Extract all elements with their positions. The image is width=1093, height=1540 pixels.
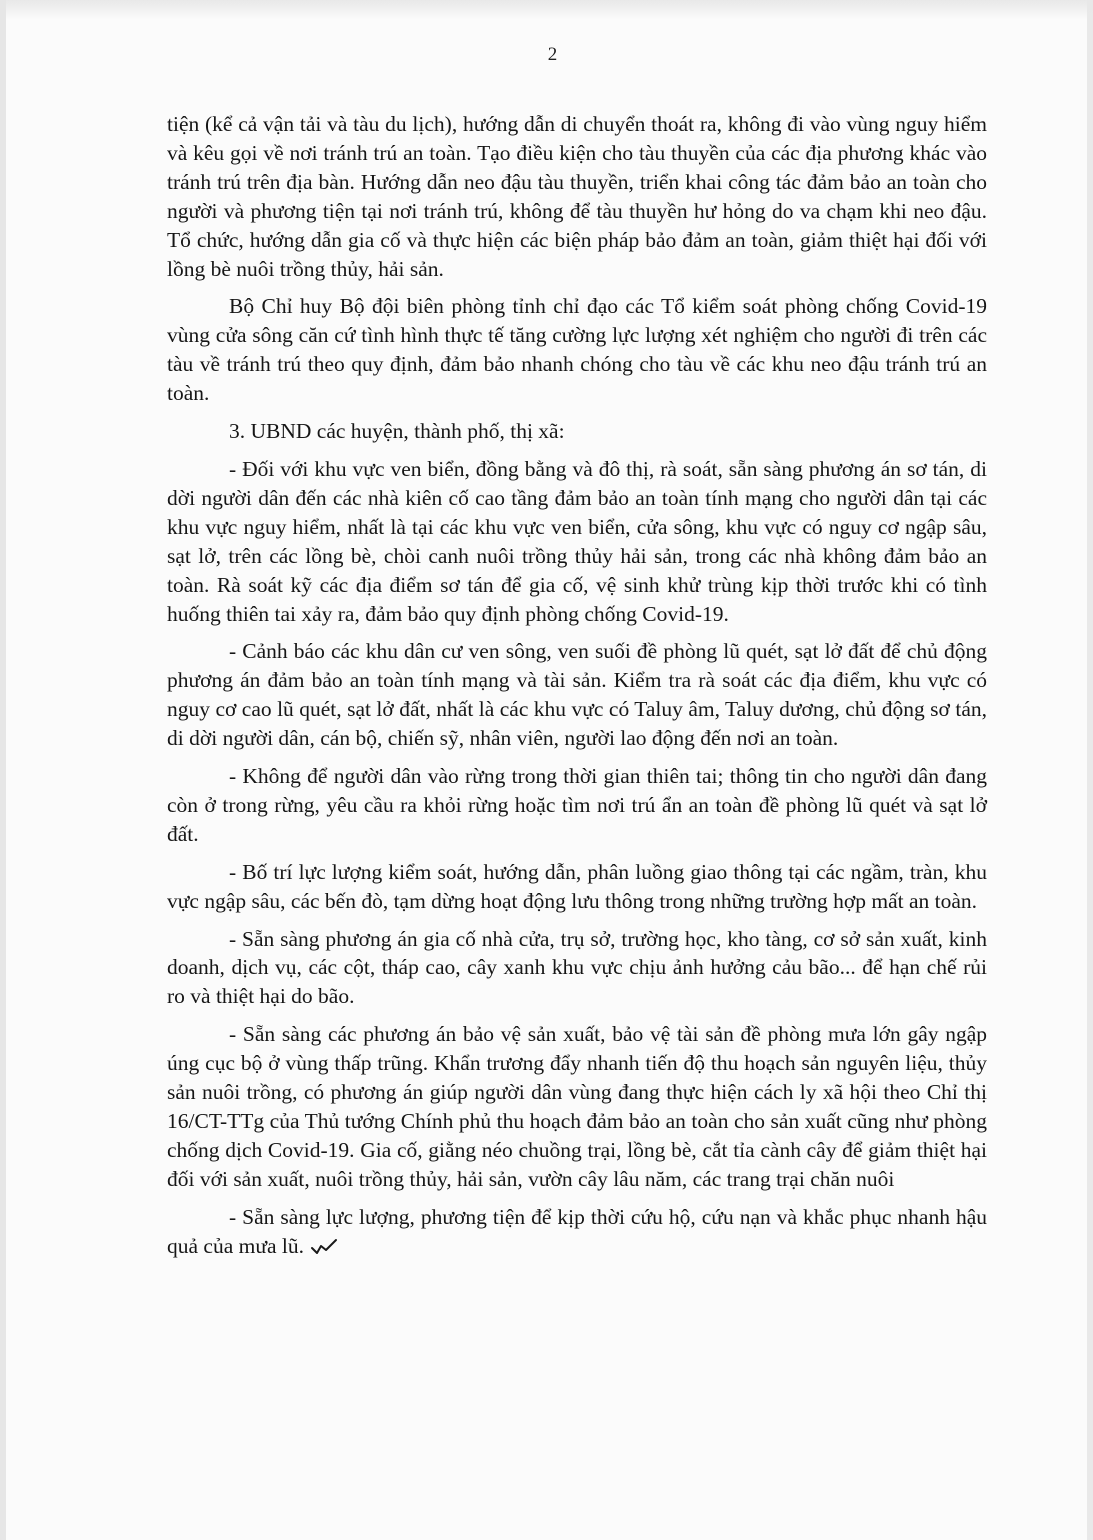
handwritten-tick-icon bbox=[310, 1237, 338, 1255]
paragraph-forest-access: - Không để người dân vào rừng trong thời gian thiên tai; thông tin cho người dân đang còn ở trong rừng, yêu cầu ra khỏi rừng hoặc tìm nơi trú ẩn an toàn đề phòng lũ quét và sạt lở đất. bbox=[167, 764, 987, 846]
paragraph-traffic-control: - Bố trí lực lượng kiểm soát, hướng dẫn, phân luồng giao thông tại các ngầm, tràn, khu vực ngập sâu, các bến đò, tạm dừng hoạt động lưu thông trong những trường hợp mất an toàn. bbox=[167, 859, 987, 913]
paragraph-flash-flood-warning: - Cảnh báo các khu dân cư ven sông, ven suối đề phòng lũ quét, sạt lở đất để chủ động phương án đảm bảo an toàn tính mạng và tài sản. Kiểm tra rà soát các địa điểm, khu vực có nguy cơ cao lũ quét, sạt lở đất, nhất là các khu vực có Taluy âm, Taluy dương, chủ động sơ tán, di dời người dân, cán bộ, chiến sỹ, nhân viên, người lao động đến nơi an toàn. bbox=[167, 639, 987, 751]
paragraph-building-reinforcement: - Sẵn sàng phương án gia cố nhà cửa, trụ sở, trường học, kho tàng, cơ sở sản xuất, kinh doanh, dịch vụ, các cột, tháp cao, cây xanh khu vực chịu ảnh hưởng cảu bão... để hạn chế rủi ro và thiệt hại do bão. bbox=[167, 926, 987, 1009]
document-body bbox=[167, 110, 987, 1270]
section-heading-ubnd: 3. UBND các huyện, thành phố, thị xã: bbox=[229, 419, 565, 444]
paragraph-vessel-guidance: tiện (kể cả vận tải và tàu du lịch), hướng dẫn di chuyển thoát ra, không đi vào vùng nguy hiểm và kêu gọi về nơi tránh trú an toàn. Tạo điều kiện cho tàu thuyền của các địa phương khác vào tránh trú trên địa bàn. Hướng dẫn neo đậu tàu thuyền, triển khai công tác đảm bảo an toàn cho người và phương tiện tại nơi tránh trú, không để tàu thuyền hư hỏng do va chạm khi neo đậu. Tổ chức, hướng dẫn gia cố và thực hiện các biện pháp bảo đảm an toàn, giảm thiệt hại đối với lồng bè nuôi trồng thủy, hải sản. bbox=[167, 112, 987, 281]
paragraph-production-protection: - Sẵn sàng các phương án bảo vệ sản xuất, bảo vệ tài sản đề phòng mưa lớn gây ngập úng cục bộ ở vùng thấp trũng. Khẩn trương đẩy nhanh tiến độ thu hoạch sản nguyên liệu, thủy sản nuôi trồng, có phương án giúp người dân vùng đang thực hiện cách ly xã hội theo Chỉ thị 16/CT-TTg của Thủ tướng Chính phủ thu hoạch đảm bảo an toàn cho sản xuất cũng như phòng chống dịch Covid-19. Gia cố, giằng néo chuồng trại, lồng bè, cắt tỉa cành cây để giảm thiệt hại đối với sản xuất, nuôi trồng thủy, hải sản, vườn cây lâu năm, các trang trại chăn nuôi bbox=[167, 1022, 987, 1191]
paragraph-rescue-forces bbox=[167, 1203, 987, 1261]
page-number: 2 bbox=[547, 44, 558, 65]
paragraph-rescue-forces-text: - Sẵn sàng lực lượng, phương tiện để kịp thời cứu hộ, cứu nạn và khắc phục nhanh hậu quả của mưa lũ. bbox=[167, 1204, 987, 1258]
paragraph-border-guard: Bộ Chỉ huy Bộ đội biên phòng tỉnh chỉ đạo các Tổ kiểm soát phòng chống Covid-19 vùng cửa sông căn cứ tình hình thực tế tăng cường lực lượng xét nghiệm cho người đi trên các tàu về tránh trú theo quy định, đảm bảo nhanh chóng cho tàu về các khu neo đậu tránh trú an toàn. bbox=[167, 294, 987, 406]
scan-edge-shadow bbox=[6, 0, 1093, 20]
paragraph-coastal-evacuation: - Đối với khu vực ven biển, đồng bằng và đô thị, rà soát, sẵn sàng phương án sơ tán, di dời người dân đến các nhà kiên cố cao tầng đảm bảo an toàn tính mạng cho người dân tại các khu vực nguy hiểm, nhất là tại các khu vực ven biển, cửa sông, khu vực có nguy cơ ngập sâu, sạt lở, trên các lồng bè, chòi canh nuôi trồng thủy hải sản, trong các nhà không đảm bảo an toàn. Rà soát kỹ các địa điểm sơ tán để gia cố, vệ sinh khử trùng kịp thời trước khi có tình huống thiên tai xảy ra, đảm bảo quy định phòng chống Covid-19. bbox=[167, 456, 987, 626]
